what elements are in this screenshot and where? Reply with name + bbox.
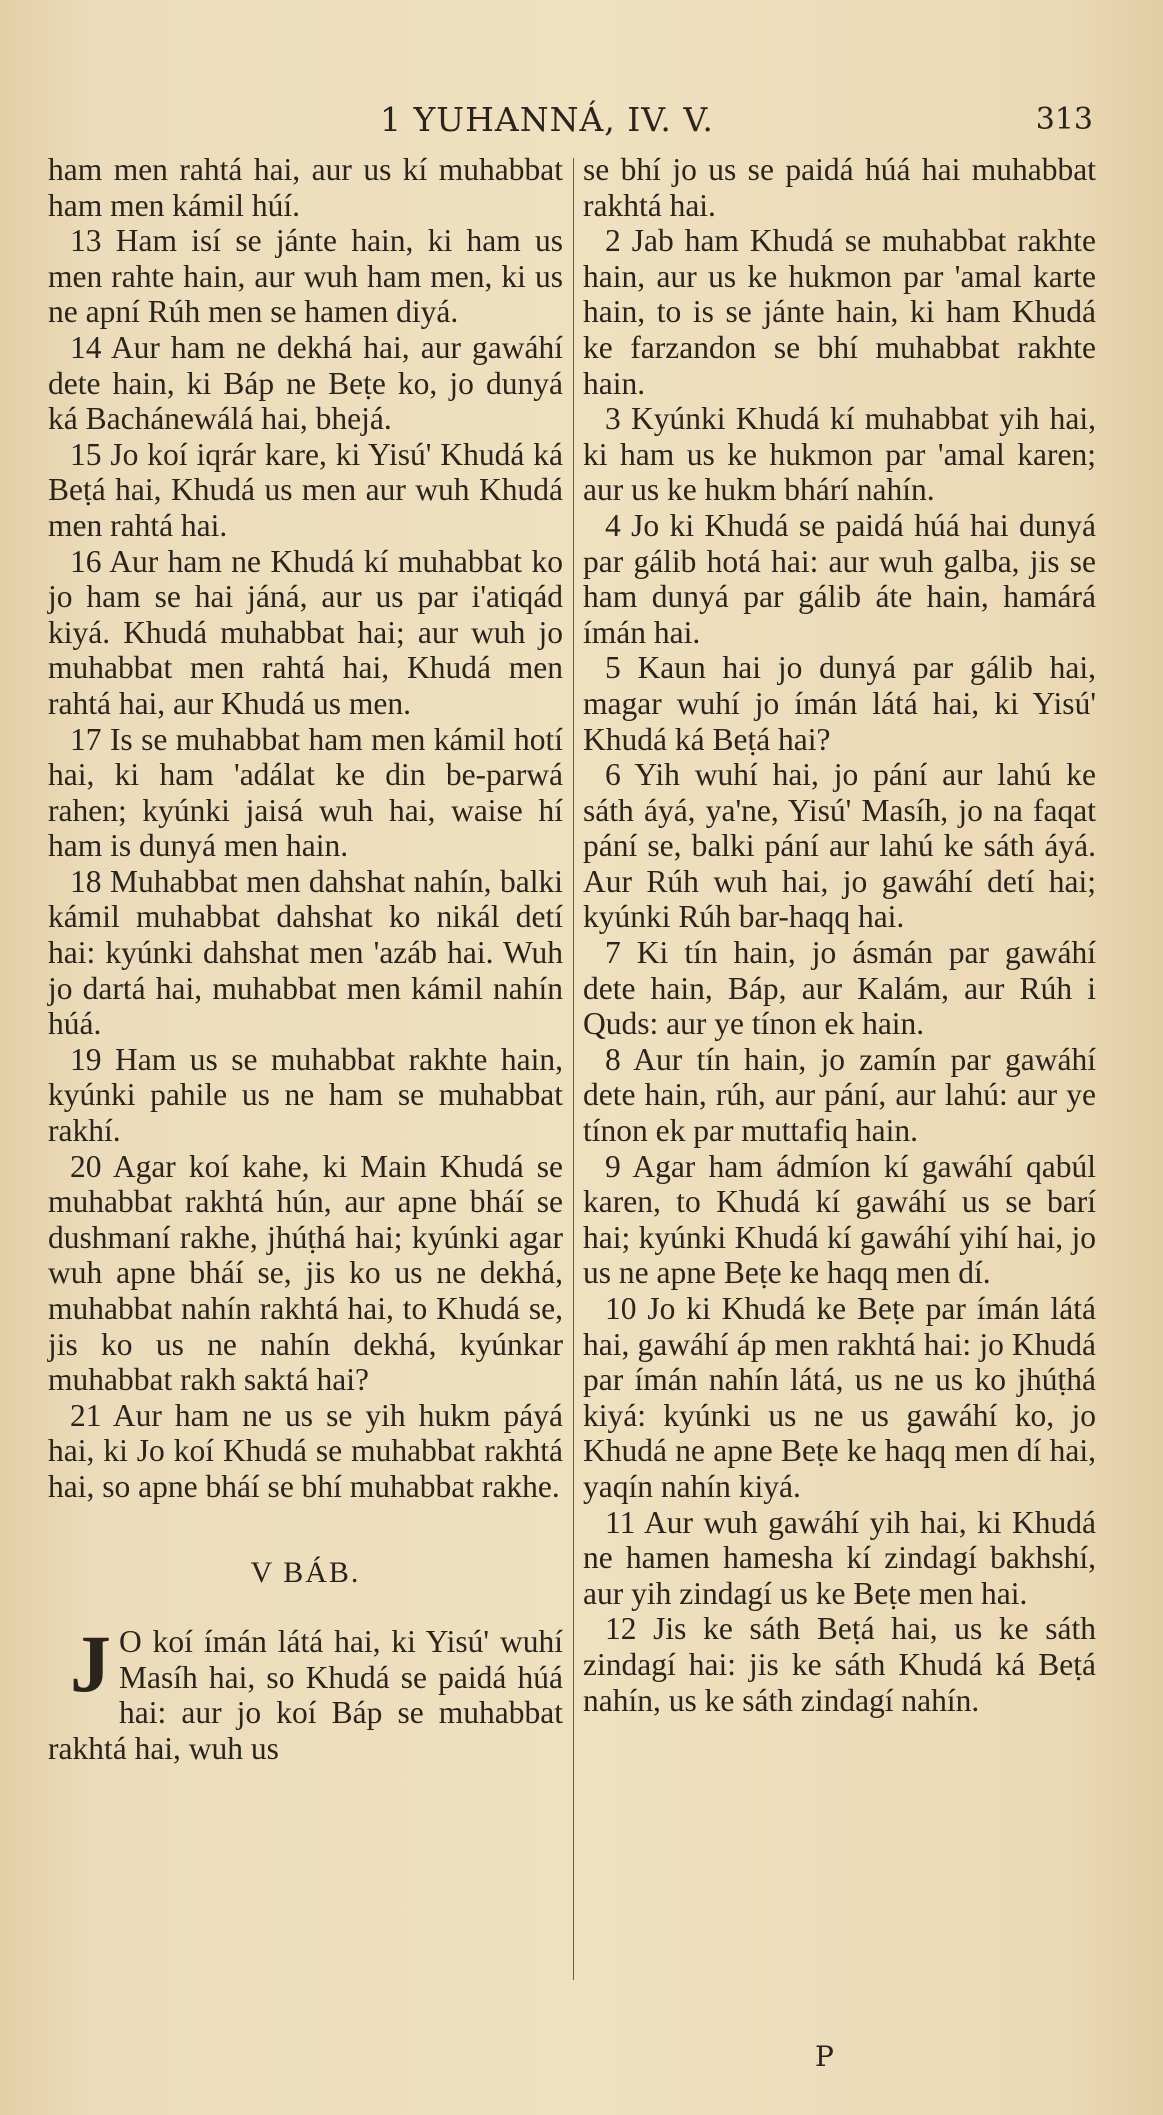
page-number: 313 (1035, 102, 1093, 137)
verse-paragraph: 5 Kaun hai jo dunyá par gálib hai, magar wuhí jo ímán látá hai, ki Yisú' Khudá ká Beṭá hai? (583, 650, 1096, 757)
verse-paragraph: se bhí jo us se paidá húá hai muhabbat rakhtá hai. (583, 152, 1096, 223)
running-title: 1 YUHANNÁ, IV. V. (380, 100, 714, 139)
page-header (0, 100, 1163, 150)
drop-cap: J (70, 1618, 111, 1710)
signature-mark: P (815, 2040, 834, 2073)
verse-paragraph: 17 Is se muhabbat ham men kámil hotí hai, ki ham 'adálat ke din be-parwá rahen; kyúnki jaisá wuh hai, waise hí ham is dunyá men hain. (48, 721, 563, 864)
verse-paragraph: 2 Jab ham Khudá se muhabbat rakhte hain, aur us ke hukmon par 'amal karte hain, to is se jánte hain, ki ham Khudá ke farzandon se bhí muhabbat rakhte hain. (583, 223, 1096, 401)
verse-paragraph: 13 Ham isí se jánte hain, ki ham us men rahte hain, aur wuh ham men, ki us ne apní Rúh men se hamen diyá. (48, 223, 563, 330)
verse-paragraph: 11 Aur wuh gawáhí yih hai, ki Khudá ne hamen hamesha kí zindagí bakhshí, aur yih zindagí us ke Beṭe men hai. (583, 1504, 1096, 1611)
chapter-opening-text: O koí ímán látá hai, ki Yisú' wuhí Masíh hai, so Khudá se paidá húá hai: aur jo koí Báp se muhabbat rakhtá hai, wuh us (48, 1624, 563, 1766)
verse-paragraph: 8 Aur tín hain, jo zamín par gawáhí dete hain, rúh, aur pání, aur lahú: aur ye tínon ek par muttafiq hain. (583, 1041, 1096, 1149)
verse-paragraph: 4 Jo ki Khudá se paidá húá hai dunyá par gálib hotá hai: aur wuh galba, jis se ham dunyá par gálib áte hain, hamárá ímán hai. (583, 507, 1096, 650)
verse-paragraph: 10 Jo ki Khudá ke Beṭe par ímán látá hai, gawáhí áp men rakhtá hai: jo Khudá par ímán nahín látá, us ne us ko jhúṭhá kiyá: kyúnki us ne us gawáhí ko, jo Khudá ne apne Beṭe ke haqq men dí hai, yaqín nahín kiyá. (583, 1291, 1096, 1504)
verse-paragraph: 14 Aur ham ne dekhá hai, aur gawáhí dete hain, ki Báp ne Beṭe ko, jo dunyá ká Bachánewálá hai, bhejá. (48, 329, 563, 437)
verse-paragraph: 16 Aur ham ne Khudá kí muhabbat ko jo ham se hai jáná, aur us par i'atiqád kiyá. Khudá muhabbat hai; aur wuh jo muhabbat men rahtá hai, Khudá men rahtá hai, aur Khudá us men. (48, 543, 563, 721)
verse-paragraph: 18 Muhabbat men dahshat nahín, balki kámil muhabbat dahshat ko nikál detí hai: kyúnki dahshat men 'azáb hai. Wuh jo dartá hai, muhabbat men kámil nahín húá. (48, 863, 563, 1042)
left-column (48, 152, 563, 1767)
verse-paragraph: 6 Yih wuhí hai, jo pání aur lahú ke sáth áyá, ya'ne, Yisú' Masíh, jo na faqat pání se, balki pání aur lahú ke sáth áyá. Aur Rúh wuh hai, jo gawáhí detí hai; kyúnki Rúh bar-haqq hai. (583, 757, 1096, 935)
verse-paragraph: ham men rahtá hai, aur us kí muhabbat ham men kámil húí. (48, 152, 563, 223)
verse-paragraph: 9 Agar ham ádmíon kí gawáhí qabúl karen, to Khudá kí gawáhí us se barí hai; kyúnki Khudá kí gawáhí yihí hai, jo us ne apne Beṭe ke haqq men dí. (583, 1148, 1096, 1291)
verse-paragraph: 12 Jis ke sáth Beṭá hai, us ke sáth zindagí hai: jis ke sáth Khudá ká Beṭá nahín, us ke sáth zindagí nahín. (583, 1611, 1096, 1718)
chapter-heading: V BÁB. (250, 1555, 361, 1589)
verse-paragraph: 3 Kyúnki Khudá kí muhabbat yih hai, ki ham us ke hukmon par 'amal karen; aur us ke hukm bhárí nahín. (583, 401, 1096, 508)
chapter-opening (48, 1618, 563, 1766)
verse-paragraph: 20 Agar koí kahe, ki Main Khudá se muhabbat rakhtá hún, aur apne bháí se dushmaní rakhe, jhúṭhá hai; kyúnki agar wuh apne bháí se, jis ko us ne dekhá, muhabbat nahín rakhtá hai, to Khudá se, jis ko us ne nahín dekhá, kyúnkar muhabbat rakh saktá hai? (48, 1148, 563, 1398)
verse-paragraph: 21 Aur ham ne us se yih hukm páyá hai, ki Jo koí Khudá se muhabbat rakhtá hai, so apne bháí se bhí muhabbat rakhe. (48, 1397, 563, 1504)
verse-paragraph: 15 Jo koí iqrár kare, ki Yisú' Khudá ká Beṭá hai, Khudá us men aur wuh Khudá men rahtá hai. (48, 436, 563, 543)
verse-paragraph: 7 Ki tín hain, jo ásmán par gawáhí dete hain, Báp, aur Kalám, aur Rúh i Quds: aur ye tínon ek hain. (583, 935, 1096, 1042)
verse-paragraph: 19 Ham us se muhabbat rakhte hain, kyúnki pahile us ne ham se muhabbat rakhí. (48, 1041, 563, 1149)
column-divider (573, 158, 574, 1980)
right-column (583, 152, 1096, 1718)
